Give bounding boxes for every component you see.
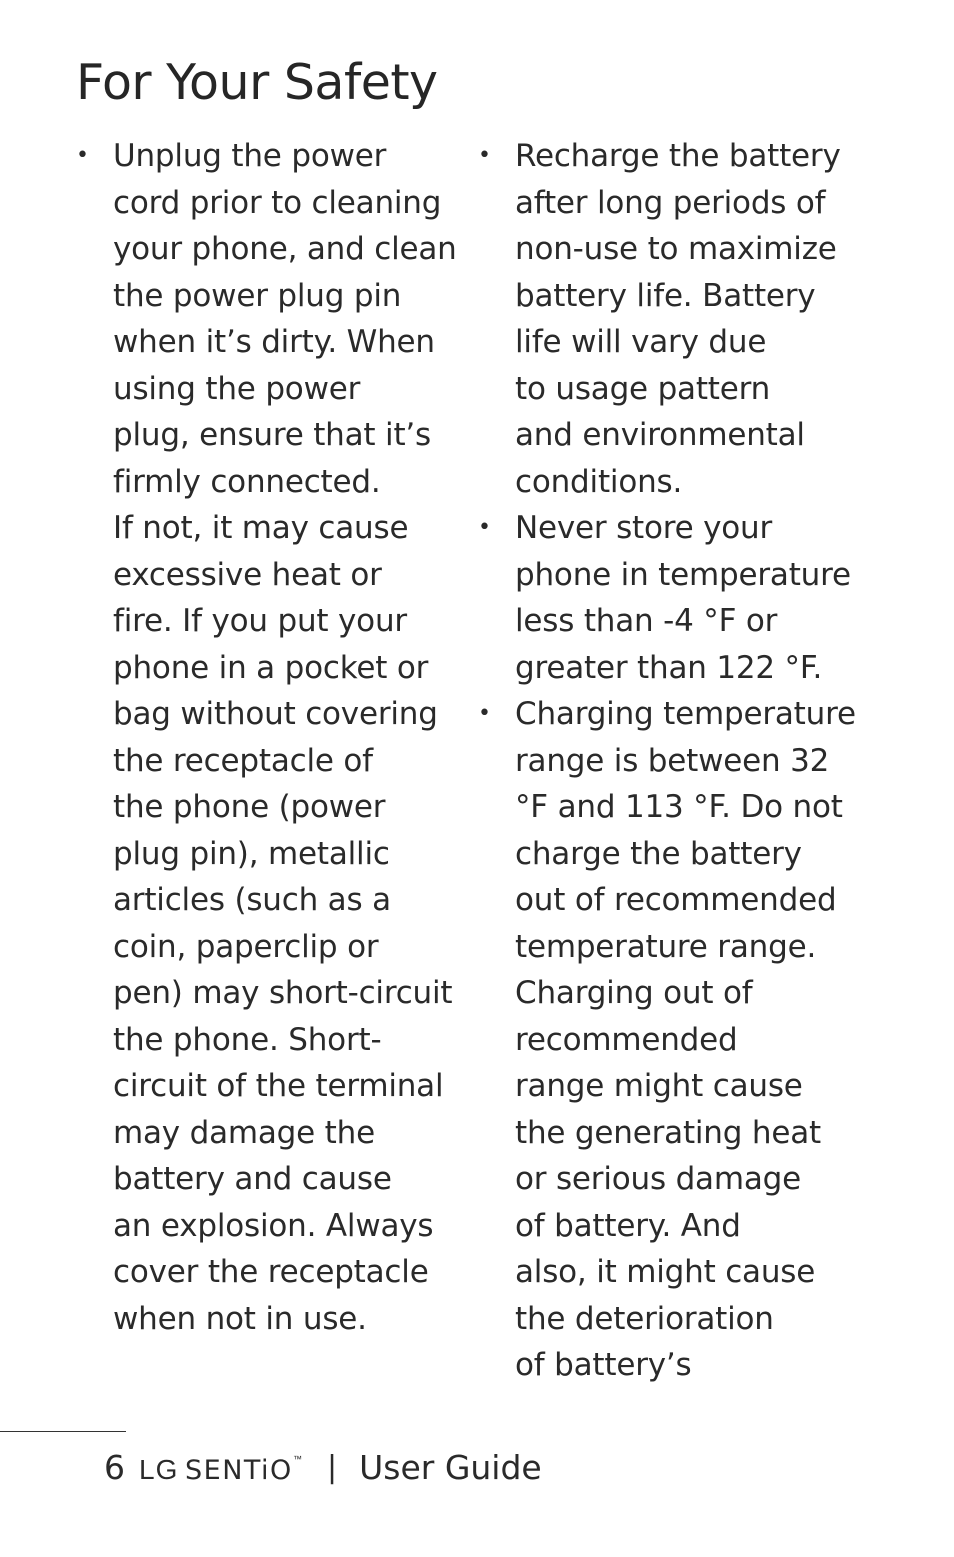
text-line: and environmental bbox=[515, 417, 805, 453]
text-line: out of recommended bbox=[515, 882, 837, 918]
right-column bbox=[478, 133, 898, 1389]
logo-product-text: SENTiO bbox=[185, 1455, 293, 1486]
text-line: Unplug the power bbox=[113, 138, 387, 174]
text-line: cover the receptacle bbox=[113, 1254, 429, 1290]
text-line: bag without covering bbox=[113, 696, 438, 732]
text-line: the power plug pin bbox=[113, 277, 402, 314]
text-line: when not in use. bbox=[113, 1300, 367, 1337]
left-column bbox=[76, 133, 476, 1342]
text-line: phone in a pocket or bbox=[113, 649, 429, 686]
text-line: If not, it may cause bbox=[113, 510, 409, 546]
bullet-item bbox=[478, 505, 898, 691]
text-line: the phone (power bbox=[113, 789, 386, 825]
footer-separator: | bbox=[327, 1449, 338, 1485]
text-line: Charging out of bbox=[515, 975, 753, 1011]
text-line: articles (such as a bbox=[113, 882, 391, 918]
bullet-icon: • bbox=[478, 515, 491, 540]
text-line: temperature range. bbox=[515, 928, 817, 965]
text-line: pen) may short-circuit bbox=[113, 975, 453, 1011]
text-line: °F and 113 °F. Do not bbox=[515, 789, 843, 825]
footer-doc-label: User Guide bbox=[359, 1447, 542, 1487]
bullet-icon: • bbox=[478, 701, 491, 726]
text-line: Recharge the battery bbox=[515, 138, 841, 174]
logo-graphic bbox=[139, 1445, 301, 1485]
text-line: fire. If you put your bbox=[113, 603, 407, 639]
text-line: cord prior to cleaning bbox=[113, 184, 442, 221]
text-line: circuit of the terminal bbox=[113, 1068, 444, 1104]
text-line: of battery. And bbox=[515, 1207, 741, 1244]
bullet-item bbox=[478, 133, 898, 505]
text-line: the receptacle of bbox=[113, 742, 373, 779]
text-line: phone in temperature bbox=[515, 556, 851, 593]
page-title: For Your Safety bbox=[76, 54, 438, 111]
text-line: Never store your bbox=[515, 510, 773, 546]
text-line: using the power bbox=[113, 370, 361, 407]
text-line: conditions. bbox=[515, 463, 683, 500]
lg-sentio-logo-icon bbox=[139, 1445, 301, 1489]
page-footer bbox=[104, 1442, 542, 1492]
bullet-item bbox=[478, 691, 898, 1389]
text-line: battery life. Battery bbox=[515, 277, 816, 314]
text-line: Charging temperature bbox=[515, 696, 856, 732]
logo-brand-text: LG bbox=[139, 1454, 179, 1485]
text-line: non-use to maximize bbox=[515, 231, 837, 267]
text-line: an explosion. Always bbox=[113, 1207, 434, 1244]
text-line: range is between 32 bbox=[515, 742, 830, 779]
text-line: recommended bbox=[515, 1021, 738, 1058]
text-line: charge the battery bbox=[515, 835, 802, 872]
text-line: or serious damage bbox=[515, 1161, 801, 1197]
text-line: firmly connected. bbox=[113, 463, 381, 500]
text-line: to usage pattern bbox=[515, 370, 771, 407]
footer-divider bbox=[0, 1431, 126, 1432]
text-line: greater than 122 °F. bbox=[515, 649, 823, 686]
text-line: battery and cause bbox=[113, 1161, 392, 1197]
text-line: the phone. Short- bbox=[113, 1021, 382, 1058]
text-line: range might cause bbox=[515, 1068, 803, 1104]
bullet-icon: • bbox=[478, 143, 491, 168]
text-line: plug pin), metallic bbox=[113, 835, 390, 872]
bullet-item bbox=[76, 133, 476, 1342]
text-line: the generating heat bbox=[515, 1114, 821, 1151]
text-line: your phone, and clean bbox=[113, 231, 457, 267]
text-line: of battery’s bbox=[515, 1347, 692, 1383]
bullet-icon: • bbox=[76, 143, 89, 168]
text-line: plug, ensure that it’s bbox=[113, 417, 432, 453]
text-line: the deterioration bbox=[515, 1300, 774, 1337]
text-line: excessive heat or bbox=[113, 556, 382, 593]
text-line: less than -4 °F or bbox=[515, 603, 778, 639]
text-line: may damage the bbox=[113, 1114, 375, 1151]
text-line: life will vary due bbox=[515, 324, 767, 360]
logo-trademark-text: ™ bbox=[293, 1454, 302, 1464]
text-line: also, it might cause bbox=[515, 1254, 816, 1290]
text-line: after long periods of bbox=[515, 184, 826, 221]
text-line: when it’s dirty. When bbox=[113, 324, 435, 360]
page-number: 6 bbox=[104, 1447, 125, 1487]
text-line: coin, paperclip or bbox=[113, 928, 379, 965]
